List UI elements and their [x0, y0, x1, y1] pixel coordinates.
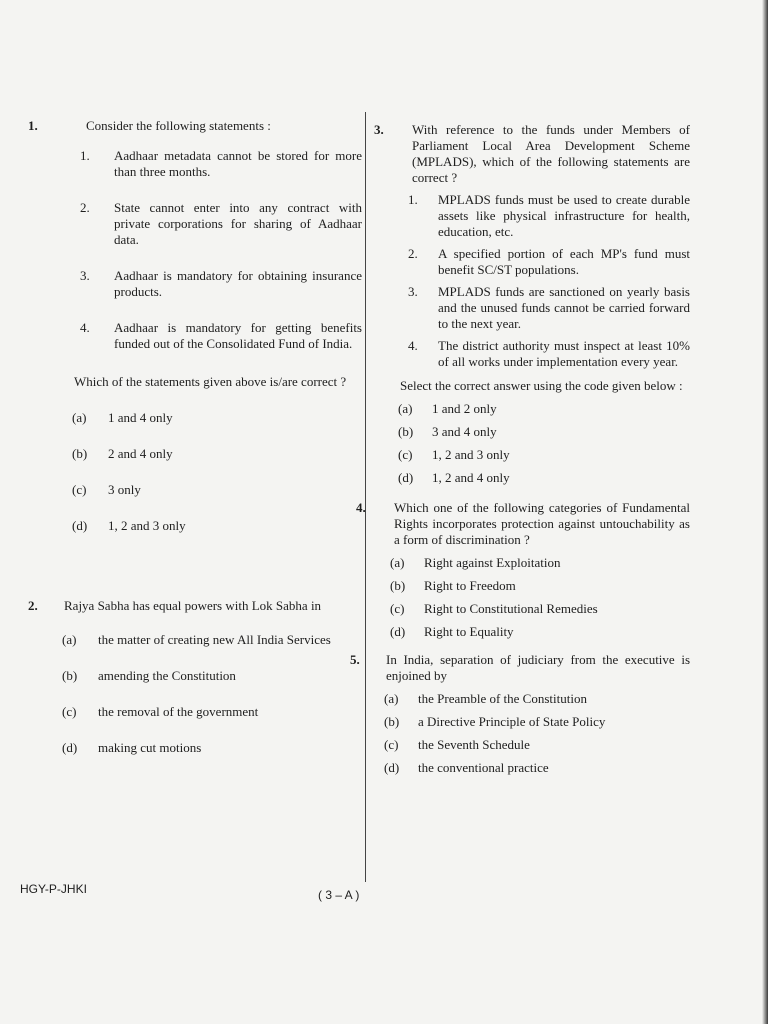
option-d[interactable]: [390, 624, 690, 640]
option-text: Right to Freedom: [424, 578, 516, 593]
statement: [408, 338, 690, 370]
question-5: [350, 652, 690, 776]
left-column: [28, 118, 362, 756]
option-letter: (a): [390, 555, 405, 570]
option-text: Right against Exploitation: [424, 555, 561, 570]
statement-number: 3.: [408, 284, 418, 299]
question-text: With reference to the funds under Members of Parliament Local Area Development Scheme (MPLADS), which of the following statements are correct ?: [412, 122, 690, 185]
option-text: 2 and 4 only: [108, 446, 173, 461]
option-letter: (b): [72, 446, 88, 461]
statement-number: 4.: [80, 320, 90, 335]
option-text: Right to Equality: [424, 624, 514, 639]
page-number: ( 3 – A ): [318, 888, 360, 902]
statement-text: State cannot enter into any contract with private corporations for sharing of Aadhaar data.: [114, 200, 362, 247]
statement-text: MPLADS funds must be used to create durable assets like physical infrastructure for health, education, etc.: [438, 192, 690, 239]
option-b[interactable]: [398, 424, 690, 440]
question-text: Which one of the following categories of Fundamental Rights incorporates protection against untouchability as a form of discrimination ?: [394, 500, 690, 547]
option-a[interactable]: [398, 401, 690, 417]
option-text: amending the Constitution: [98, 668, 236, 683]
statement-number: 1.: [408, 192, 418, 207]
option-letter: (d): [390, 624, 406, 639]
page-edge-shadow: [762, 0, 768, 1024]
statement-number: 3.: [80, 268, 90, 283]
option-text: 1, 2 and 3 only: [108, 518, 186, 533]
option-a[interactable]: [62, 632, 362, 648]
option-a[interactable]: [384, 691, 690, 707]
question-number: 4.: [356, 500, 366, 515]
question-2: [28, 598, 362, 756]
option-text: the matter of creating new All India Services: [98, 632, 331, 647]
option-letter: (d): [72, 518, 88, 533]
question-text: Rajya Sabha has equal powers with Lok Sabha in: [64, 598, 322, 613]
statement-number: 1.: [80, 148, 90, 163]
option-c[interactable]: [398, 447, 690, 463]
option-b[interactable]: [390, 578, 690, 594]
option-letter: (d): [384, 760, 400, 775]
question-text: Consider the following statements :: [86, 118, 271, 133]
option-c[interactable]: [390, 601, 690, 617]
statement: [80, 200, 362, 248]
option-d[interactable]: [384, 760, 690, 776]
option-letter: (c): [390, 601, 405, 616]
option-letter: (d): [398, 470, 414, 485]
statement-text: A specified portion of each MP's fund must benefit SC/ST populations.: [438, 246, 690, 277]
option-text: the Preamble of the Constitution: [418, 691, 587, 706]
option-text: making cut motions: [98, 740, 202, 755]
column-divider: [365, 112, 366, 882]
option-b[interactable]: [384, 714, 690, 730]
option-text: 1, 2 and 3 only: [432, 447, 510, 462]
question-number: 1.: [28, 118, 38, 133]
statement: [80, 320, 362, 352]
option-letter: (b): [62, 668, 78, 683]
option-text: a Directive Principle of State Policy: [418, 714, 606, 729]
question-text: In India, separation of judiciary from the executive is enjoined by: [386, 652, 690, 683]
option-a[interactable]: [72, 410, 362, 426]
statement: [408, 246, 690, 278]
option-text: Right to Constitutional Remedies: [424, 601, 598, 616]
option-letter: (b): [384, 714, 400, 729]
question-number: 3.: [374, 122, 384, 137]
statement-text: Aadhaar metadata cannot be stored for more than three months.: [114, 148, 362, 179]
option-letter: (b): [390, 578, 406, 593]
option-text: the Seventh Schedule: [418, 737, 530, 752]
statement-text: Aadhaar is mandatory for obtaining insurance products.: [114, 268, 362, 299]
option-text: 1, 2 and 4 only: [432, 470, 510, 485]
question-number: 2.: [28, 598, 38, 613]
question-4: [356, 500, 690, 640]
option-text: 1 and 2 only: [432, 401, 497, 416]
question-prompt: Select the correct answer using the code given below :: [400, 378, 683, 393]
option-text: the removal of the government: [98, 704, 259, 719]
statement: [80, 148, 362, 180]
question-prompt: Which of the statements given above is/are correct ?: [74, 374, 347, 389]
statement-text: Aadhaar is mandatory for getting benefits funded out of the Consolidated Fund of India.: [114, 320, 362, 351]
statement-text: MPLADS funds are sanctioned on yearly basis and the unused funds cannot be carried forward to the next year.: [438, 284, 690, 331]
statement: [408, 284, 690, 332]
option-letter: (d): [62, 740, 78, 755]
option-d[interactable]: [62, 740, 362, 756]
option-letter: (c): [72, 482, 87, 497]
option-letter: (a): [398, 401, 413, 416]
booklet-code: HGY-P-JHKI: [20, 882, 87, 896]
statement: [80, 268, 362, 300]
statement-number: 2.: [408, 246, 418, 261]
question-number: 5.: [350, 652, 360, 667]
option-a[interactable]: [390, 555, 690, 571]
statement-number: 4.: [408, 338, 418, 353]
question-1: [28, 118, 362, 534]
option-c[interactable]: [384, 737, 690, 753]
statement-number: 2.: [80, 200, 90, 215]
option-text: 1 and 4 only: [108, 410, 173, 425]
option-c[interactable]: [62, 704, 362, 720]
option-letter: (b): [398, 424, 414, 439]
option-d[interactable]: [398, 470, 690, 486]
option-d[interactable]: [72, 518, 362, 534]
option-letter: (c): [62, 704, 77, 719]
option-c[interactable]: [72, 482, 362, 498]
question-3: [374, 122, 690, 486]
statement: [408, 192, 690, 240]
right-column: [350, 122, 690, 776]
statement-text: The district authority must inspect at least 10% of all works under implementation every year.: [438, 338, 690, 369]
option-b[interactable]: [72, 446, 362, 462]
option-letter: (c): [384, 737, 399, 752]
option-letter: (a): [62, 632, 77, 647]
option-text: the conventional practice: [418, 760, 549, 775]
option-letter: (a): [72, 410, 87, 425]
option-text: 3 only: [108, 482, 141, 497]
option-text: 3 and 4 only: [432, 424, 497, 439]
option-letter: (c): [398, 447, 413, 462]
option-b[interactable]: [62, 668, 362, 684]
option-letter: (a): [384, 691, 399, 706]
